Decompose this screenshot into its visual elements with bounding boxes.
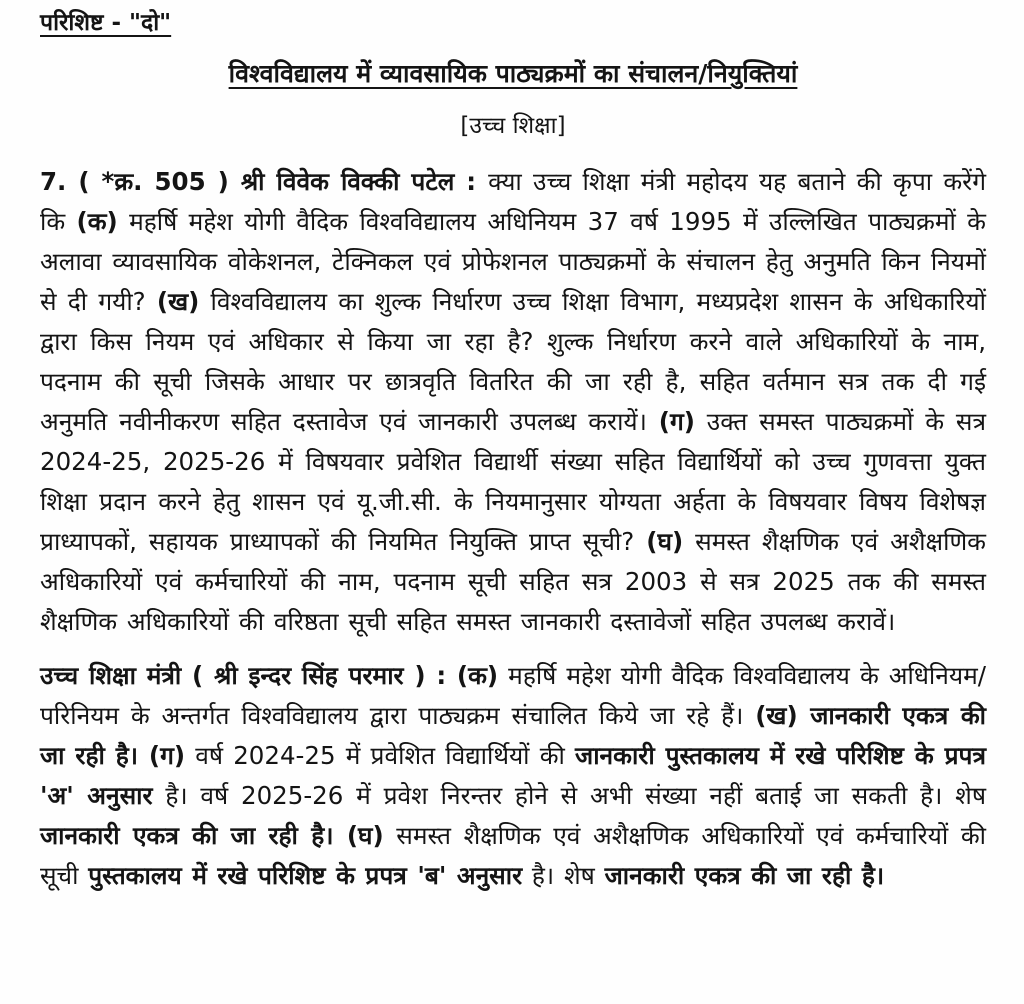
text-segment: विश्वविद्यालय का शुल्क निर्धारण उच्च शिक्षा विभाग, मध्यप्रदेश शासन के अधिकारियों द्वारा किस नियम एवं अधिकार से किया जा रहा है? शुल्क निर्धारण करने वाले अधिकारियों के नाम, पदनाम की सूची जिसके आधार पर छात्रवृति वितरित की जा रही है, सहित वर्तमान सत्र तक दी गई अनुमति नवीनीकरण सहित दस्तावेज एवं जानकारी उपलब्ध करायें। — [40, 287, 986, 436]
text-segment: (क) — [76, 207, 118, 236]
text-segment: पुस्तकालय में रखे परिशिष्ट के प्रपत्र 'ब' अनुसार — [88, 861, 523, 890]
text-segment: जानकारी एकत्र की जा रही है। (घ) — [40, 821, 384, 850]
department-label: [उच्च शिक्षा] — [460, 113, 566, 139]
text-segment: महर्षि महेश योगी वैदिक विश्वविद्यालय अधिनियम 37 वर्ष 1995 में उल्लिखित पाठ्यक्रमों के अलावा व्यावसायिक वोकेशनल, टेक्निकल एवं प्रोफेशनल पाठ्यक्रमों के संचालन हेतु अनुमति किन नियमों से दी गयी? — [40, 207, 987, 316]
question-paragraph — [40, 162, 986, 642]
page-title — [40, 56, 986, 92]
text-segment: (ख) — [156, 287, 200, 316]
text-segment: है। शेष — [522, 861, 605, 890]
text-segment: जानकारी एकत्र की जा रही है। — [604, 861, 885, 890]
text-segment: क्या उच्च शिक्षा मंत्री महोदय यह बताने की कृपा करेंगे कि — [40, 167, 986, 236]
text-segment: उक्त समस्त पाठ्यक्रमों के सत्र 2024-25, 2025-26 में विषयवार प्रवेशित विद्यार्थी संख्या सहित विद्यार्थियों को उच्च गुणवत्ता युक्त शिक्षा प्रदान करने हेतु शासन एवं यू.जी.सी. के नियमानुसार योग्यता अर्हता के विषयवार विषय विशेषज्ञ प्राध्यापकों, सहायक प्राध्यापकों की नियमित नियुक्ति प्राप्त सूची? — [40, 407, 986, 556]
page-title-text: विश्वविद्यालय में व्यावसायिक पाठ्यक्रमों का संचालन/नियुक्तियां — [228, 59, 798, 88]
text-segment: महर्षि महेश योगी वैदिक विश्वविद्यालय के अधिनियम/परिनियम के अन्तर्गत विश्वविद्यालय द्वारा पाठ्यक्रम संचालित किये जा रहे हैं। — [40, 661, 986, 730]
text-segment: (ख) जानकारी एकत्र की जा रही है। (ग) — [40, 701, 986, 770]
text-segment: वर्ष 2024-25 में प्रवेशित विद्यार्थियों की — [185, 741, 576, 770]
text-segment: समस्त शैक्षणिक एवं अशैक्षणिक अधिकारियों एवं कर्मचारियों की नाम, पदनाम सूची सहित सत्र 2003 से सत्र 2025 तक की समस्त शैक्षणिक अधिकारियों की वरिष्ठता सूची सहित समस्त जानकारी दस्तावेजों सहित उपलब्ध करावें। — [40, 527, 987, 636]
appendix-label-text: परिशिष्ट - "दो" — [40, 10, 172, 36]
text-segment: (ग) — [658, 407, 695, 436]
appendix-label — [40, 6, 986, 40]
text-segment: है। वर्ष 2025-26 में प्रवेश निरन्तर होने से अभी संख्या नहीं बताई जा सकती है। शेष — [152, 781, 987, 810]
answer-paragraph — [40, 656, 986, 896]
text-segment: (घ) — [646, 527, 684, 556]
text-segment: 7. ( *क्र. 505 ) श्री विवेक विक्की पटेल : — [40, 167, 489, 196]
text-segment: जानकारी पुस्तकालय में रखे परिशिष्ट के प्रपत्र 'अ' अनुसार — [40, 741, 986, 810]
text-segment: उच्च शिक्षा मंत्री ( श्री इन्दर सिंह परमार ) : (क) — [40, 661, 499, 690]
text-segment: समस्त शैक्षणिक एवं अशैक्षणिक अधिकारियों एवं कर्मचारियों की सूची — [40, 821, 986, 890]
